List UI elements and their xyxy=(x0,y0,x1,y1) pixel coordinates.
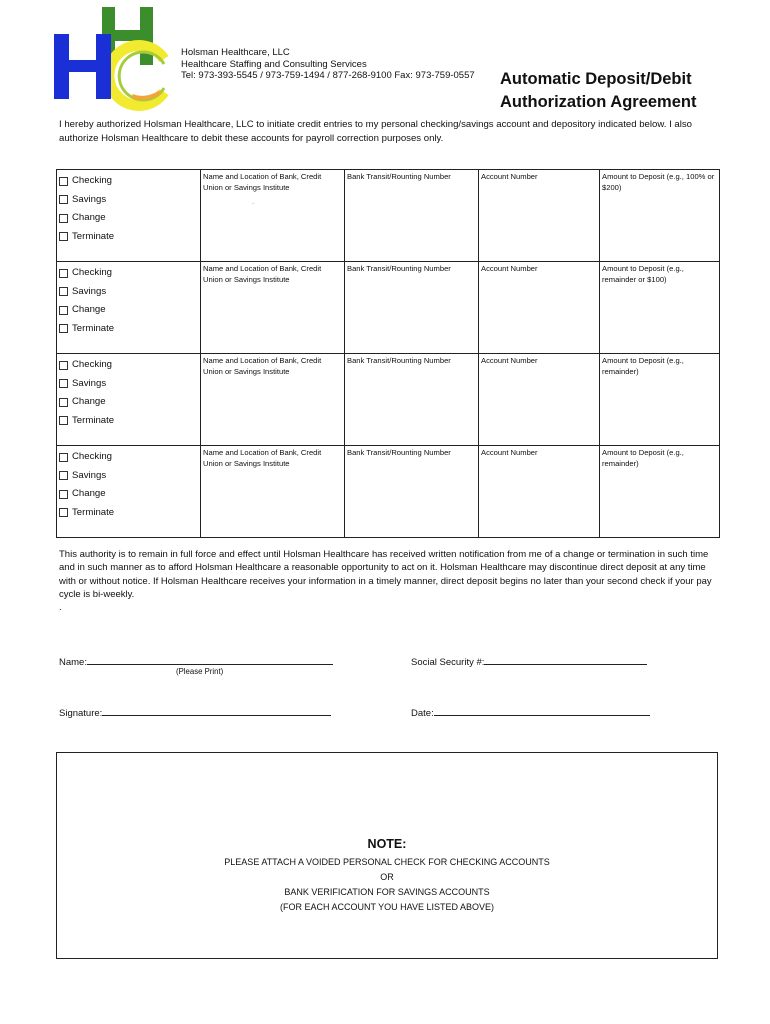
signature-field[interactable] xyxy=(59,705,331,719)
company-tagline: Healthcare Staffing and Consulting Services xyxy=(181,58,367,70)
bank-name-cell[interactable]: Name and Location of Bank, Credit Union or Savings Institute xyxy=(201,446,345,538)
option-checking[interactable] xyxy=(57,448,200,467)
checkbox-label: Change xyxy=(72,304,106,315)
account-number-cell[interactable]: Account Number xyxy=(479,170,600,262)
company-name: Holsman Healthcare, LLC xyxy=(181,47,290,58)
form-title xyxy=(500,68,696,114)
option-terminate[interactable] xyxy=(57,412,200,431)
checkbox-label: Change xyxy=(72,396,106,407)
amount-cell[interactable]: Amount to Deposit (e.g., remainder or $100) xyxy=(600,262,720,354)
checkbox[interactable] xyxy=(59,324,68,333)
option-change[interactable] xyxy=(57,485,200,504)
account-type-cell xyxy=(57,170,201,262)
account-type-cell xyxy=(57,262,201,354)
checkbox[interactable] xyxy=(59,471,68,480)
date-line[interactable] xyxy=(434,705,650,716)
amount-cell[interactable]: Amount to Deposit (e.g., remainder) xyxy=(600,354,720,446)
checkbox-label: Change xyxy=(72,488,106,499)
checkbox[interactable] xyxy=(59,269,68,278)
note-line-1: PLEASE ATTACH A VOIDED PERSONAL CHECK FOR CHECKING ACCOUNTS xyxy=(224,857,550,867)
ssn-line[interactable] xyxy=(484,654,647,665)
bank-name-cell[interactable]: Name and Location of Bank, Credit Union or Savings Institute xyxy=(201,262,345,354)
option-terminate[interactable] xyxy=(57,228,200,247)
checkbox[interactable] xyxy=(59,508,68,517)
option-checking[interactable] xyxy=(57,172,200,191)
checkbox-label: Savings xyxy=(72,469,107,481)
checkbox-label: Checking xyxy=(72,359,112,370)
name-field[interactable] xyxy=(59,654,333,668)
name-hint: (Please Print) xyxy=(176,667,224,676)
checkbox-label: Terminate xyxy=(72,414,115,426)
option-change[interactable] xyxy=(57,209,200,228)
account-type-cell xyxy=(57,354,201,446)
checkbox-label: Savings xyxy=(72,377,107,389)
option-terminate[interactable] xyxy=(57,320,200,339)
routing-number-cell[interactable]: Bank Transit/Rounting Number xyxy=(345,446,479,538)
account-number-cell[interactable]: Account Number xyxy=(479,354,600,446)
checkbox[interactable] xyxy=(59,214,68,223)
checkbox-label: Savings xyxy=(72,285,107,297)
logo-blue-h xyxy=(54,34,111,99)
signature-label: Signature: xyxy=(59,708,103,719)
authority-paragraph: This authority is to remain in full force and effect until Holsman Healthcare has received written notification from me of a change or termination in such time and in such manner as to afford Holsman Healthcare a reasonable opportunity to act on it. Holsman Healthcare may discontinue direct deposit at any time with or without notice. If Holsman Healthcare receives your information in a timely manner, direct deposit begins no later than your second check if your pay cycle is bi-weekly. xyxy=(59,549,712,600)
option-savings[interactable] xyxy=(57,283,200,302)
option-change[interactable] xyxy=(57,393,200,412)
checkbox[interactable] xyxy=(59,195,68,204)
checkbox-label: Terminate xyxy=(72,230,115,242)
checkbox[interactable] xyxy=(59,361,68,370)
signature-line[interactable] xyxy=(102,705,331,716)
form-title-line-2: Authorization Agreement xyxy=(500,93,697,111)
option-savings[interactable] xyxy=(57,467,200,486)
checkbox-label: Change xyxy=(72,212,106,223)
accounts-table xyxy=(56,169,720,538)
form-title-line-1: Automatic Deposit/Debit xyxy=(500,70,692,88)
note-lines xyxy=(57,855,717,915)
checkbox-label: Terminate xyxy=(72,322,115,334)
date-label: Date: xyxy=(411,708,434,719)
date-field[interactable] xyxy=(411,705,650,719)
note-title: NOTE: xyxy=(367,837,407,851)
option-change[interactable] xyxy=(57,301,200,320)
account-type-cell xyxy=(57,446,201,538)
logo-letters: HHC xyxy=(252,204,255,205)
checkbox[interactable] xyxy=(59,287,68,296)
checkbox[interactable] xyxy=(59,232,68,241)
bank-name-cell[interactable]: Name and Location of Bank, Credit Union or Savings Institute xyxy=(201,354,345,446)
checkbox[interactable] xyxy=(59,177,68,186)
option-savings[interactable] xyxy=(57,375,200,394)
account-row xyxy=(57,446,720,538)
ssn-field[interactable] xyxy=(411,654,647,668)
authority-tail: . xyxy=(59,602,62,613)
option-savings[interactable] xyxy=(57,191,200,210)
company-info xyxy=(181,47,475,82)
checkbox-label: Checking xyxy=(72,451,112,462)
account-number-cell[interactable]: Account Number xyxy=(479,446,600,538)
checkbox-label: Checking xyxy=(72,175,112,186)
checkbox[interactable] xyxy=(59,398,68,407)
amount-cell[interactable]: Amount to Deposit (e.g., remainder) xyxy=(600,446,720,538)
note-line-4: (FOR EACH ACCOUNT YOU HAVE LISTED ABOVE) xyxy=(279,902,495,912)
checkbox[interactable] xyxy=(59,379,68,388)
checkbox[interactable] xyxy=(59,416,68,425)
routing-number-cell[interactable]: Bank Transit/Rounting Number xyxy=(345,262,479,354)
routing-number-cell[interactable]: Bank Transit/Rounting Number xyxy=(345,354,479,446)
checkbox[interactable] xyxy=(59,306,68,315)
account-row xyxy=(57,262,720,354)
note-box xyxy=(56,752,718,959)
name-label: Name: xyxy=(59,657,87,668)
checkbox-label: Checking xyxy=(72,267,112,278)
amount-cell[interactable]: Amount to Deposit (e.g., 100% or $200) xyxy=(600,170,720,262)
name-line[interactable] xyxy=(87,654,333,665)
note-line-2: OR xyxy=(380,872,394,882)
routing-number-cell[interactable]: Bank Transit/Rounting Number xyxy=(345,170,479,262)
checkbox-label: Terminate xyxy=(72,506,115,518)
checkbox[interactable] xyxy=(59,490,68,499)
note-line-3: BANK VERIFICATION FOR SAVINGS ACCOUNTS xyxy=(284,887,490,897)
intro-paragraph: I hereby authorized Holsman Healthcare, LLC to initiate credit entries to my personal checking/savings account and depository indicated below. I also authorize Holsman Healthcare to debit these accounts for payroll correction purposes only. xyxy=(59,119,693,144)
account-row xyxy=(57,354,720,446)
checkbox-label: Savings xyxy=(72,193,107,205)
account-row xyxy=(57,170,720,262)
bank-name-cell[interactable]: Name and Location of Bank, Credit Union or Savings Institute xyxy=(201,170,345,262)
account-number-cell[interactable]: Account Number xyxy=(479,262,600,354)
option-checking[interactable] xyxy=(57,356,200,375)
company-contact: Tel: 973-393-5545 / 973-759-1494 / 877-268-9100 Fax: 973-759-0557 xyxy=(181,70,475,81)
ssn-label: Social Security #: xyxy=(411,657,485,668)
option-checking[interactable] xyxy=(57,264,200,283)
checkbox[interactable] xyxy=(59,453,68,462)
option-terminate[interactable] xyxy=(57,504,200,523)
